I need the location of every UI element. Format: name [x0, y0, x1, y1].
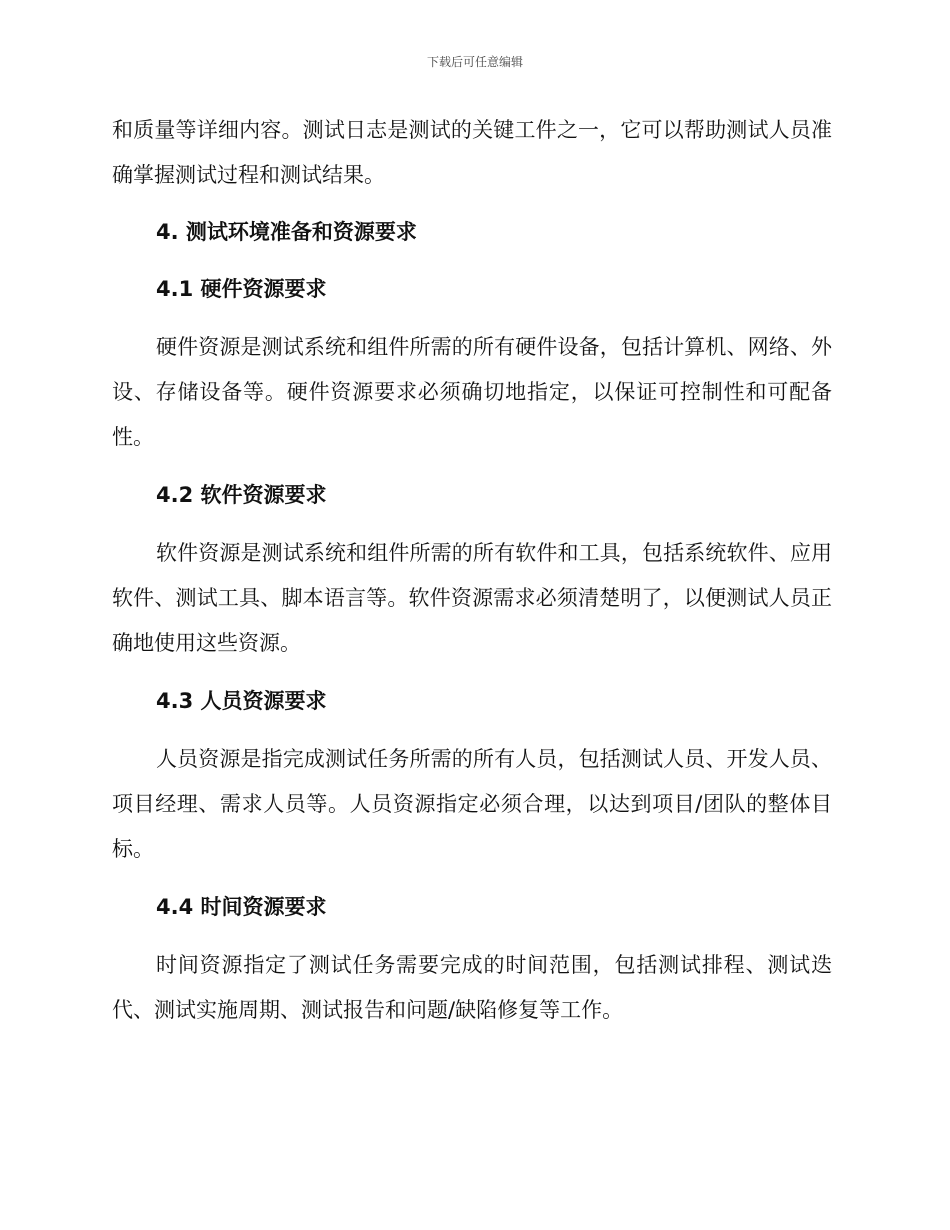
section-heading-4-3: 4.3 人员资源要求 — [156, 689, 327, 713]
section-heading-4-4: 4.4 时间资源要求 — [156, 895, 327, 919]
paragraph-4-2: 软件资源是测试系统和组件所需的所有软件和工具，包括系统软件、应用软件、测试工具、脚本语言等。软件资源需求必须清楚明了，以便测试人员正确地使用这些资源。 — [112, 541, 832, 655]
document-body — [112, 108, 832, 1033]
paragraph-4-1: 硬件资源是测试系统和组件所需的所有硬件设备，包括计算机、网络、外设、存储设备等。硬件资源要求必须确切地指定，以保证可控制性和可配备性。 — [112, 335, 832, 449]
paragraph-4-3: 人员资源是指完成测试任务所需的所有人员，包括测试人员、开发人员、项目经理、需求人员等。人员资源指定必须合理，以达到项目/团队的整体目标。 — [112, 747, 832, 861]
section-heading-4-2: 4.2 软件资源要求 — [156, 483, 327, 507]
section-heading-4-1: 4.1 硬件资源要求 — [156, 277, 327, 301]
paragraph-4-4: 时间资源指定了测试任务需要完成的时间范围，包括测试排程、测试迭代、测试实施周期、测试报告和问题/缺陷修复等工作。 — [112, 953, 832, 1022]
section-heading-4: 4. 测试环境准备和资源要求 — [156, 220, 417, 244]
page-header: 下载后可任意编辑 — [426, 55, 523, 69]
intro-paragraph: 和质量等详细内容。测试日志是测试的关键工件之一，它可以帮助测试人员准确掌握测试过程和测试结果。 — [112, 118, 832, 187]
